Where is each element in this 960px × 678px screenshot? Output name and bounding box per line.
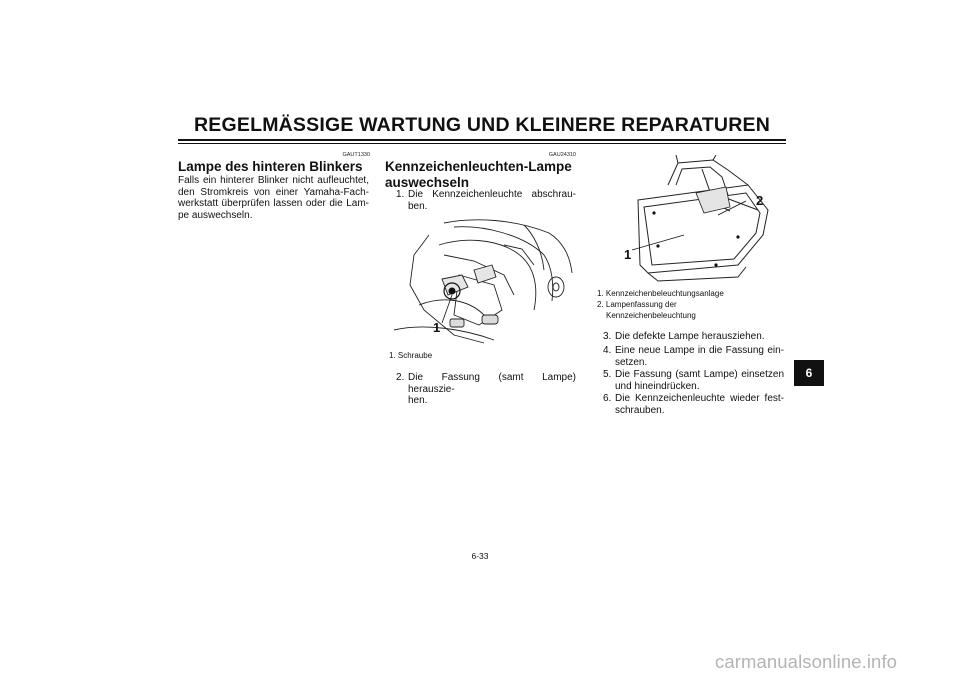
step-line: Die defekte Lampe herausziehen. bbox=[615, 331, 765, 342]
chapter-tab: 6 bbox=[794, 360, 824, 386]
step-line: hen. bbox=[408, 395, 428, 407]
figure-callout-1: 1 bbox=[624, 247, 632, 262]
figure-callout-2: 2 bbox=[756, 193, 764, 208]
step-2 bbox=[396, 372, 576, 407]
step-number: 1. bbox=[396, 189, 405, 200]
section-heading bbox=[385, 159, 572, 191]
paragraph-line: Falls ein hinterer Blinker nicht aufleuchtet, bbox=[178, 175, 369, 186]
page-header-title: REGELMÄSSIGE WARTUNG UND KLEINERE REPARATUREN bbox=[194, 114, 770, 136]
watermark: carmanualsonline.info bbox=[715, 651, 898, 672]
step-number: 5. bbox=[603, 369, 612, 380]
step-6 bbox=[603, 393, 784, 417]
figure-caption: 1. Kennzeichenbeleuchtungsanlage bbox=[597, 289, 724, 298]
step-number: 6. bbox=[603, 393, 612, 404]
step-number: 4. bbox=[603, 345, 612, 356]
figure-caption: 2. Lampenfassung der bbox=[597, 300, 677, 309]
step-line: schrauben. bbox=[615, 404, 665, 416]
step-line: und hineindrücken. bbox=[615, 380, 700, 392]
step-text bbox=[615, 345, 784, 368]
step-4 bbox=[603, 345, 784, 369]
header-rule bbox=[178, 139, 786, 141]
step-line: Die Fassung (samt Lampe) einsetzen bbox=[615, 369, 784, 380]
step-line: Die Kennzeichenleuchte abschrau- bbox=[408, 189, 576, 200]
step-number: 2. bbox=[396, 372, 405, 383]
figure-caption: Kennzeichenbeleuchtung bbox=[606, 311, 696, 320]
step-text bbox=[615, 369, 784, 392]
section-code: GAUT1330 bbox=[342, 152, 370, 158]
step-line: ben. bbox=[408, 200, 428, 212]
figure-callout-1: 1 bbox=[433, 320, 441, 335]
step-text bbox=[615, 393, 784, 416]
header-rule-thin bbox=[178, 143, 786, 144]
paragraph-line: den Stromkreis von einer Yamaha-Fach- bbox=[178, 186, 369, 198]
step-line: Die Kennzeichenleuchte wieder fest- bbox=[615, 393, 784, 404]
step-text bbox=[408, 372, 576, 407]
paragraph-line: werkstatt überprüfen lassen oder die Lam- bbox=[178, 198, 369, 210]
paragraph-line: pe auswechseln. bbox=[178, 209, 253, 221]
step-line: setzen. bbox=[615, 356, 648, 368]
section-code: GAU24310 bbox=[548, 152, 576, 158]
step-text bbox=[408, 189, 576, 212]
step-3 bbox=[603, 331, 784, 343]
heading-line: Kennzeichenleuchten-Lampe bbox=[385, 159, 572, 174]
figure-caption: 1. Schraube bbox=[389, 351, 433, 360]
heading-line: auswechseln bbox=[385, 175, 470, 190]
step-line: Die Fassung (samt Lampe) herauszie- bbox=[408, 372, 576, 395]
license-light-assembly-figure bbox=[618, 155, 786, 285]
step-1 bbox=[396, 189, 576, 213]
section-paragraph bbox=[178, 175, 369, 221]
step-5 bbox=[603, 369, 784, 393]
page-number: 6-33 bbox=[471, 551, 489, 561]
section-heading: Lampe des hinteren Blinkers bbox=[178, 159, 363, 174]
step-line: Eine neue Lampe in die Fassung ein- bbox=[615, 345, 784, 356]
step-text bbox=[615, 331, 784, 343]
license-light-screw-figure bbox=[384, 215, 577, 348]
step-number: 3. bbox=[603, 331, 612, 342]
